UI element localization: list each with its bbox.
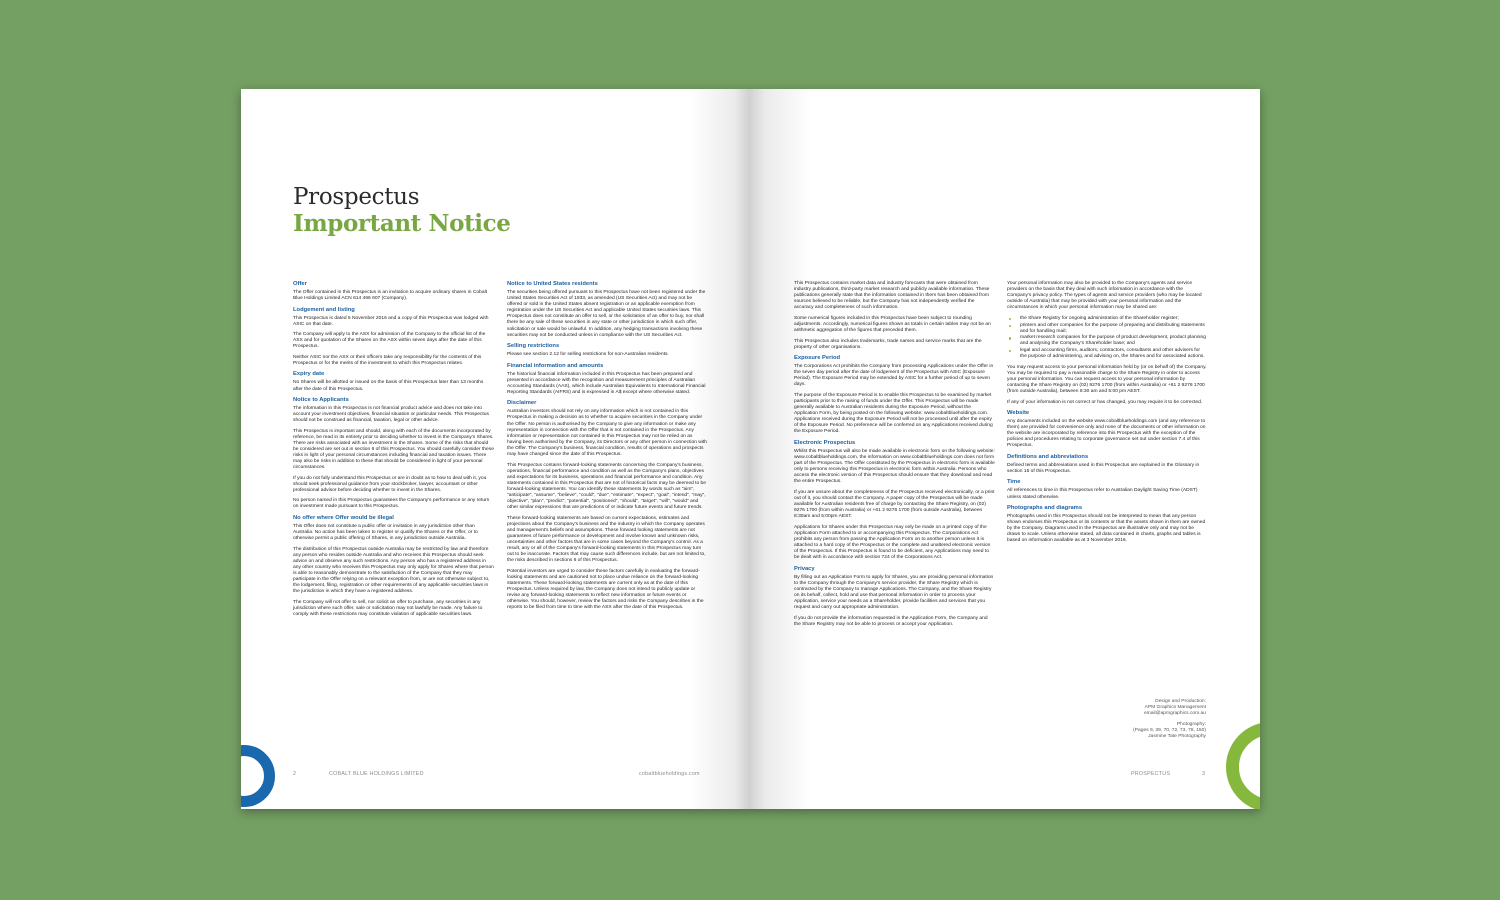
footer-section: PROSPECTUS — [1131, 771, 1171, 777]
section-heading: Photographs and diagrams — [1007, 505, 1083, 512]
body-paragraph: Whilst this Prospectus will also be made available in electronic form on the following website: www.cobaltblueholdings.com, the information on www.cobaltblueholdings.com does not form part of the Prospectus. The Offer constituted by the Prospectus in electronic form is available only to persons receiving this Prospectus in electronic form within Australia. Persons who access the electronic version of this Prospectus should ensure that they download and read the entire Prospectus. — [794, 448, 995, 485]
section-heading: Lodgement and listing — [293, 306, 355, 313]
text-section — [293, 371, 494, 392]
body-paragraph: Defined terms and abbreviations used in this Prospectus are explained in the Glossary in section 15 of this Prospectus. — [1007, 462, 1200, 474]
footer-company-name: COBALT BLUE HOLDINGS LIMITED — [329, 771, 424, 777]
body-paragraph: The purpose of the Exposure Period is to enable this Prospectus to be examined by market participants prior to the raising of funds under the Offer. This Prospectus will be made generally available to Australian residents during the Exposure Period, without the Application Form, by being posted on the following website: www.cobaltblueholdings.com. Applications received during the Exposure Period will not be processed until after the expiry of the Exposure Period. No preference will be conferred on any Applications received during the Exposure Period. — [794, 392, 993, 435]
body-paragraph: These forward-looking statements are based on current expectations, estimates and projections about the Company's business and the industry in which the Company operates and management's beliefs and assumptions. These forward looking statements are not guarantees of future performance or development and involve known and unknown risks, uncertainties and other factors that are in some cases beyond the Company's control. As a result, any or all of the Company's forward-looking statements in this Prospectus may turn out to be inaccurate. Factors that may cause such differences include, but are not limited to, the risks described in sections 6 of this Prospectus. — [507, 515, 706, 564]
body-paragraph: If any of your information is not correct or has changed, you may require it to be corrected. — [1007, 399, 1203, 405]
title-line-1: Prospectus — [293, 184, 420, 210]
section-heading: Privacy — [794, 565, 815, 572]
brochure-spread — [241, 89, 1260, 809]
text-section — [293, 397, 494, 511]
right-page — [750, 89, 1260, 809]
section-heading: Definitions and abbreviations — [1007, 453, 1089, 460]
right-column-1 — [794, 281, 995, 632]
body-paragraph: The distribution of this Prospectus outside Australia may be restricted by law and therefore any person who resides outside Australia and who receives this Prospectus should seek advice on and observe any such restrictions. Any person who has a registered address in any other country who receives this Prospectus may only apply for Shares where that person is able to reasonably demonstrate to the satisfaction of the Company that they may participate in the Offer relying on a relevant exception from, or are not otherwise subject to, the lodgement, filing, registration or other requirements of any applicable securities laws in the jurisdiction in which they have a registered address. — [293, 546, 494, 595]
list-item: the Share Registry for ongoing administration of the Shareholder register; — [1007, 316, 1208, 322]
body-paragraph: This Offer does not constitute a public offer or invitation in any jurisdiction other than Australia. No action has been taken to register or qualify the Shares or the Offer, or to otherwise permit a public offering of Shares, in any jurisdiction outside Australia. — [293, 523, 478, 542]
footer-website: cobaltblueholdings.com — [639, 771, 700, 777]
text-section — [293, 307, 494, 367]
page-number-left: 2 — [293, 771, 297, 777]
credit-design: Design and Production: APM Graphics Management email@apmgraphics.com.au — [1143, 699, 1206, 716]
title-line-2: Important Notice — [293, 210, 511, 237]
body-paragraph: The Company will apply to the ASX for admission of the Company to the official list of the ASX and for quotation of the Shares on the ASX within seven days after the date of this Prospectus. — [293, 332, 486, 350]
text-section — [1007, 454, 1208, 475]
body-paragraph: You may request access to your personal information held by (or on behalf of) the Company. You may be required to pay a reasonable charge to the Share Registry in order to access your personal information. You can request access to your personal information by contacting the Share Registry on (02) 9276 1700 (from within Australia) or +61 2 9276 1700 (from outside Australia), between 8:30 am and 5:00 pm AEST. — [1007, 364, 1207, 395]
text-section — [1007, 479, 1208, 500]
body-paragraph: This Prospectus contains market data and industry forecasts that were obtained from industry publications, third-party market research and publicly available information. These publications generally state that the information contained in them has been obtained from sources believed to be reliable, but the Company has not independently verified the accuracy and completeness of such information. — [794, 281, 990, 311]
body-paragraph: Some numerical figures included in this Prospectus have been subject to rounding adjustments. Accordingly, numerical figures shown as totals in certain tables may not be an arithmetic aggregation of the figures that preceded them. — [794, 315, 991, 334]
body-paragraph: Applications for Shares under this Prospectus may only be made on a printed copy of the Application Form attached to or accompanying this Prospectus. The Corporations Act prohibits any person from passing the Application Form on to another person unless it is attached to a hard copy of the Prospectus or the complete and unaltered electronic version of the Prospectus. If this Prospectus is found to be deficient, any Applications may need to be dealt with in accordance with section 724 of the Corporations Act. — [794, 524, 991, 561]
body-paragraph: The information in this Prospectus is not financial product advice and does not take into account your investment objectives, financial situation or particular needs. This Prospectus should not be construed as financial, taxation, legal or other advice. — [293, 405, 489, 424]
body-paragraph: If you do not fully understand this Prospectus or are in doubt as to how to deal with it, you should seek professional guidance from your stockbroker, lawyer, accountant or other professional advisor before deciding whether to invest in the Shares. — [293, 475, 487, 493]
body-paragraph: The securities being offered pursuant to this Prospectus have not been registered under the United States Securities Act of 1933, as amended (US Securities Act) and may not be offered or sold in the United States absent registration or an applicable exemption from registration under the US Securities Act and applicable United States securities laws. This Prospectus does not constitute an offer to sell, or the solicitation of an offer to buy, nor shall there be any sale of these securities in any state or other jurisdiction in which such offer, solicitation or sale would be unlawful. In addition, any hedging transactions involving these securities may not be conducted unless in compliance with the US Securities Act. — [507, 290, 706, 338]
section-heading: Notice to Applicants — [293, 396, 349, 403]
text-section — [507, 343, 708, 358]
page-number-right: 3 — [1202, 771, 1206, 777]
body-paragraph: Please see section 2.12 for selling restrictions for non-Australian residents. — [507, 352, 669, 358]
section-heading: Disclaimer — [507, 400, 537, 407]
section-heading: Selling restrictions — [507, 343, 560, 350]
body-paragraph: All references to time in this Prospectus refer to Australian Daylight Saving Time (ADST) unless stated otherwise. — [1007, 488, 1198, 500]
text-section — [1007, 505, 1208, 544]
section-heading: Exposure Period — [794, 355, 841, 362]
list-item: market research companies for the purpose of product development, product planning and analysing the Company's Shareholder base; and — [1007, 335, 1208, 347]
list-item: legal and accounting firms, auditors, contractors, consultants and other advisers for the purpose of administering, and advising on, the Shares and for associated actions. — [1007, 348, 1208, 360]
body-paragraph: Neither ASIC nor the ASX or their officers take any responsibility for the contents of this Prospectus or for the merits of the investment to which this Prospectus relates. — [293, 354, 482, 366]
body-paragraph: Australian investors should not rely on any information which is not contained in this Prospectus in making a decision as to whether to acquire securities in the Company under the Offer. No person is authorised by the Company to give any information or make any representation in connection with the Offer that is not contained in the Prospectus. Any information or representation not contained in this Prospectus may not be relied on as having been authorised by the Company, its Directors or any other person in connection with the Offer. The Company's business, financial condition, results of operations and prospects may have changed since the date of this Prospectus. — [507, 409, 707, 458]
body-paragraph: If you are unsure about the completeness of the Prospectus received electronically, or a print out of it, you should contact the Company. A paper copy of the Prospectus will be made available for Australian residents free of charge by contacting the Share Registry, on (02) 9276 1700 (from within Australia) or +61 2 9276 1700 (from outside Australia), between 8:30am and 5:00pm AEST. — [794, 489, 995, 520]
list-item: printers and other companies for the purpose of preparing and distributing statements and for handling mail; — [1007, 323, 1208, 335]
body-paragraph: No Shares will be allotted or issued on the basis of this Prospectus later than 13 months after the date of this Prospectus. — [293, 380, 484, 392]
section-heading: No offer where Offer would be illegal — [293, 514, 394, 521]
body-paragraph: Your personal information may also be provided to the Company's agents and service providers on the basis that they deal with such information in accordance with the Company's privacy policy. The types of agents and service providers (who may be located outside of Australia) that may be provided with your personal information and the circumstances in which your personal information may be shared are: — [1007, 281, 1202, 311]
body-paragraph: By filling out an Application Form to apply for Shares, you are providing personal information to the Company through the Company's service provider, the Share Registry which is contracted by the Company to manage Applications. The Company, and the Share Registry on its behalf, collect, hold and use that personal information in order to process your Application, service your needs as a Shareholder, provide facilities and services that you request and carry out appropriate administration. — [794, 574, 994, 611]
body-paragraph: This Prospectus is important and should, along with each of the documents incorporated by reference, be read in its entirety prior to deciding whether to invest in the Company's Shares. There are risks associated with an investment in the Shares. Some of the risks that should be considered are set out in section 6 of this Prospectus. You should carefully consider these risks in light of your personal circumstances including financial and taxation issues. There may also be risks in addition to these that should be considered in light of your personal circumstances. — [293, 428, 494, 471]
text-section — [794, 281, 995, 351]
section-heading: Financial information and amounts — [507, 362, 604, 369]
body-paragraph: No person named in this Prospectus guarantees the Company's performance or any return on investment made pursuant to this Prospectus. — [293, 498, 490, 510]
section-heading: Website — [1007, 410, 1030, 417]
left-column-2 — [507, 281, 708, 616]
body-paragraph: The Company will not offer to sell, nor solicit an offer to purchase, any securities in any jurisdiction where such offer, sale or solicitation may not lawfully be made. Any failure to comply with these restrictions may constitute violation of applicable securities laws. — [293, 599, 483, 617]
body-paragraph: This Prospectus contains forward-looking statements concerning the Company's business, operations, financial performance and condition as well as the Company's plans, objectives and expectations for its business, operations and financial performance and condition. Any statements contained in this Prospectus that are not of historical facts may be deemed to be forward-looking statements. You can identify these statements by words such as "aim", "anticipate", "assume", "believe", "could", "due", "estimate", "expect", "goal", "intend", "may", objective", "plan", "predict", "potential", "positioned", "should", "target", "will", "would" and other similar expressions that are predictions of or indicate future events and future trends. — [507, 462, 706, 511]
text-section — [794, 440, 995, 561]
text-section — [794, 355, 995, 435]
right-column-2 — [1007, 281, 1208, 549]
text-section — [293, 515, 494, 618]
text-section — [507, 281, 708, 339]
left-column-1 — [293, 281, 494, 622]
text-section — [1007, 410, 1208, 449]
bullet-list — [1007, 316, 1208, 360]
text-section — [507, 400, 708, 611]
section-heading: Time — [1007, 479, 1021, 486]
body-paragraph: The Corporations Act prohibits the Company from processing Applications under the Offer in the seven day period after the date of lodgement of the Prospectus with ASIC (Exposure Period). The Exposure Period may be extended by ASIC for a further period of up to seven days. — [794, 364, 994, 388]
text-section — [794, 566, 995, 628]
blue-ring-graphic — [241, 745, 275, 807]
left-page — [241, 89, 750, 809]
body-paragraph: Photographs used in this Prospectus should not be interpreted to mean that any person shown endorses this Prospectus or its contents or that the assets shown in them are owned by the Company. Diagrams used in the Prospectus are illustrative only and may not be drawn to scale. Unless otherwise stated, all data contained in charts, graphs and tables is based on information available as at 3 November 2016. — [1007, 514, 1206, 544]
section-heading: Electronic Prospectus — [794, 439, 856, 446]
text-section — [293, 281, 494, 302]
text-section — [1007, 281, 1208, 406]
body-paragraph: Potential investors are urged to consider these factors carefully in evaluating the forward-looking statements and are cautioned not to place undue reliance on the forward-looking statements. These forward-looking statements are current only as at the date of this Prospectus. Unless required by law, the Company does not intend to publicly update or revise any forward-looking statements to reflect new information or future events or otherwise. You should, however, review the factors and risks the Company describes in the reports to be filed from time to time with the ASX after the date of this Prospectus. — [507, 568, 704, 611]
green-ring-graphic — [1226, 722, 1260, 809]
body-paragraph: This Prospectus is dated 5 November 2016 and a copy of this Prospectus was lodged with ASIC on that date. — [293, 315, 489, 327]
section-heading: Notice to United States residents — [507, 281, 598, 287]
text-section — [507, 363, 708, 396]
body-paragraph: The historical financial information included in this Prospectus has been prepared and presented in accordance with the recognition and measurement principles of Australian Accounting Standards (AAS), which include Australian Equivalents to International Financial Reporting Standards (AIFRS) and is expressed in A$ except where otherwise stated. — [507, 371, 706, 395]
section-heading: Expiry date — [293, 371, 325, 378]
body-paragraph: This Prospectus also includes trademarks, trade names and service marks that are the property of other organisations. — [794, 338, 982, 350]
production-credits — [1056, 699, 1206, 745]
credit-photography: Photography: (Pages 9, 39, 70, 72, 73, 78, 150) Jasmine Tate Photography — [1133, 722, 1206, 739]
body-paragraph: If you do not provide the information requested in the Application Form, the Company and the Share Registry may not be able to process or accept your Application. — [794, 615, 988, 627]
section-heading: Offer — [293, 281, 307, 287]
body-paragraph: Any documents included on the website www.cobaltblueholdings.com (and any reference to them) are provided for convenience only and none of the documents or other information on the website are incorporated by reference into this Prospectus with the exception of the policies and procedures relating to corporate governance set out under section 7.4 of this Prospectus. — [1007, 419, 1206, 449]
body-paragraph: The Offer contained in this Prospectus is an invitation to acquire ordinary shares in Cobalt Blue Holdings Limited ACN 614 466 607 (Company). — [293, 290, 488, 302]
